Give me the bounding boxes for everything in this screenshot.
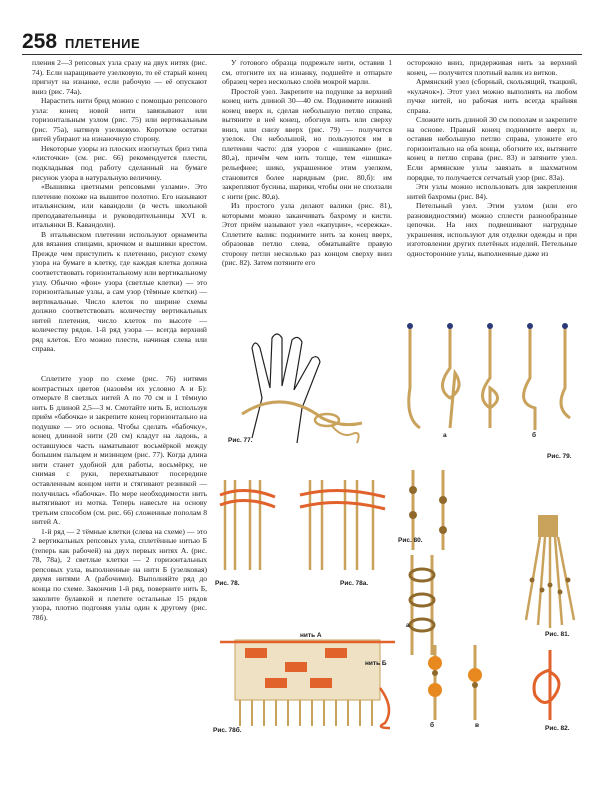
caption-80: Рис. 80. (398, 537, 423, 544)
label-thread-a: нить А (300, 632, 322, 639)
paragraph: Нарастить нити брид можно с помощью репсового узла: конец новой нити завязывают или горизонтальным узлом (рис. 75) или вертикальным (рис. 75а), натянув узелковую. Короткие остатки нитей убирают на изнаночную сторону. (32, 96, 207, 144)
column-1-lower (32, 374, 207, 622)
caption-79-b: б (532, 432, 537, 439)
paragraph: В итальянском плетении используют орнаменты для вязания спицами, крючком и вышивки крестом. Прежде чем приступить к плетению, рисуют схему узора на бумаге в клетку, где каждая клетка должна соответствовать горизонтальному или вертикальному узлу. Обычно «фон» узора (светлые клетки) — это горизонтальные узлы, а сам узор (тёмные клетки) — вертикальные. Число клеток по ширине схемы должно соответствовать количеству вертикальных нитей плетения, число клеток по высоте — количеству рядов. 1-й ряд узора — всегда верхний ряд клеток. Его можно плести, начиная слева или справа. (32, 229, 207, 354)
page-header (22, 30, 140, 52)
paragraph: Петельный узел. Этим узлом (или его разновидностями) можно сплести разнообразные цепочки. На них подвешивают нагрудные украшения, используют для отделки одежды и при изготовлении других плетёных изделий. Петельные односторонние узлы, выполненные даже из (407, 201, 577, 258)
figure-78 (215, 475, 285, 575)
paragraph: Армянский узел (сборный, скользящий, ткацкий, «кулачок»). Этот узел можно выполнять на любом пучке нитей, но рабочая нить всегда крайняя справа. (407, 77, 577, 115)
paragraph: Сплетите узор по схеме (рис. 76) нитями контрастных цветов (назовём их условно А и Б): отмерьте 8 светлых нитей А по 70 см и 1 тёмную нить Б длиной 2,5—3 м. Смотайте нить Б, используя приём «бабочка» и закрепите конец горизонтально на подушке — это основа. Чтобы сделать «бабочку», конец длинной нити (20 см) кладут на ладонь, а оставшуюся часть наматывают восьмёркой между большим пальцем и мизинцем (рис. 77). Когда длина нити станет удобной для работы, восьмёрку, не снимая с руки, перехватывают посередине оставленным концом нити и стягивают резинкой — получилась «бабочка». По мере необходимости нить вытягивают из мотка. Теперь навесьте на основу третьим способом (см. рис. 66) сложенные пополам 8 нитей А. (32, 374, 207, 527)
paragraph: Сложите нить длиной 30 см пополам и закрепите на основе. Правый конец поднимите вверх и, оставив небольшую петлю справа, уложите его горизонтально на оба конца, обогните их, вытяните конец в петлю справа (рис. 83) и затяните узел. Если армянские узлы завязать в шахматном порядке, то получается сетчатый узор (рис. 83а). (407, 115, 577, 182)
paragraph: Из простого узла делают валики (рис. 81), которыми можно заканчивать бахрому и кисти. Этот приём называют узел «капуцин», «сережка». Сплетите валик: поднимите нить за конец вверх, образовав петлю слева, обматывайте правую сторону петли несколько раз концом сверху вниз (рис. 82). Затем потяните его (222, 201, 392, 268)
figure-79-simple-knot (395, 318, 580, 448)
caption-78: Рис. 78. (215, 580, 240, 587)
column-3 (407, 58, 577, 258)
paragraph: «Вышивка цветными репсовыми узлами». Это плетение похоже на вышитое полотно. Его называют итальянским, или кавандоли (в честь школьной преподавательницы и руководительницы XVI в. итальянки В. Кавандоли). (32, 182, 207, 230)
column-2 (222, 58, 392, 268)
caption-80-b: б (430, 722, 435, 729)
page-number: 258 (22, 30, 58, 53)
caption-80-a: а (406, 622, 410, 629)
figure-78b-sample (215, 628, 400, 733)
caption-78a: Рис. 78а. (340, 580, 369, 587)
paragraph: Простой узел. Закрепите на подушке за верхний конец нить длиной 30—40 см. Поднимите нижний конец вверх и, сделав небольшую петлю справа, вытяните в неё конец, обогнув нить или сверху вниз, или снизу вверх (рис. 79) — получится узелок. Он небольшой, но пользуются им в плетении часто: для узоров с «шишками» (рис. 80,а), причём чем нить толще, тем «шишка» рельефнее; шико, украшенное этим узелком, становится более нарядным (рис. 80,б): им закрепляют бусины, шарики, чтобы они не сползали с нити (рис. 80,в). (222, 86, 392, 201)
caption-81: Рис. 81. (545, 631, 570, 638)
paragraph: У готового образца подрежьте нити, оставив 1 см, отогните их на изнанку, подшейте и отпарьте образец через несколько слоёв мокрой марли. (222, 58, 392, 87)
figure-80-a (397, 555, 452, 655)
caption-82: Рис. 82. (545, 725, 570, 732)
figure-77-hand (222, 318, 382, 448)
paragraph: Некоторые узоры из плоских изогнутых бриз типа «листочки» (см. рис. 66) рекомендуется плести, подкладывая под работу сделанный на бумаге рисунок узора в натуральную величину. (32, 143, 207, 182)
caption-78b: Рис. 78б. (213, 727, 242, 734)
paragraph: 1-й ряд — 2 тёмные клетки (слева на схеме) — это 2 вертикальных репсовых узла, сплетённые нитью Б (теперь как рабочей) на двух первых нитях А. (рис. 78, 78а), 2 светлые клетки — 2 горизонтальных репсовых узла, выполненные на нити Б (узелковая) двумя нитями А (рабочими). Выполняйте ряд до конца по схеме. Закончив 1-й ряд, поверните нить Б, заколите булавкой и плетите остальные 15 рядов узора, плотно подгоняя узлы один к другому (рис. 78б). (32, 526, 207, 622)
label-thread-b: нить Б (365, 660, 387, 667)
paragraph: осторожно вниз, придерживая нить за верхний конец, — получится плотный валик из витков. (407, 58, 577, 77)
caption-79-a: а (443, 432, 447, 439)
caption-79: Рис. 79. (547, 453, 572, 460)
paragraph: Эти узлы можно использовать для закрепления нитей бахромы (рис. 84). (407, 182, 577, 201)
section-title: ПЛЕТЕНИЕ (65, 36, 141, 51)
figure-80-b-v (405, 645, 500, 720)
figure-78a (295, 475, 390, 575)
column-1 (32, 58, 207, 354)
figure-82 (520, 650, 580, 720)
header-rule (22, 54, 582, 55)
caption-77: Рис. 77. (228, 437, 253, 444)
figure-81-tassel (518, 510, 583, 635)
paragraph: пления 2—3 репсовых узла сразу на двух нитях (рис. 74). Если наращиваете узелковую, то её старый конец пригнут на изнанке, если рабочую — её опускают вниз (рис. 74а). (32, 58, 207, 96)
caption-80-v: в (475, 722, 479, 729)
